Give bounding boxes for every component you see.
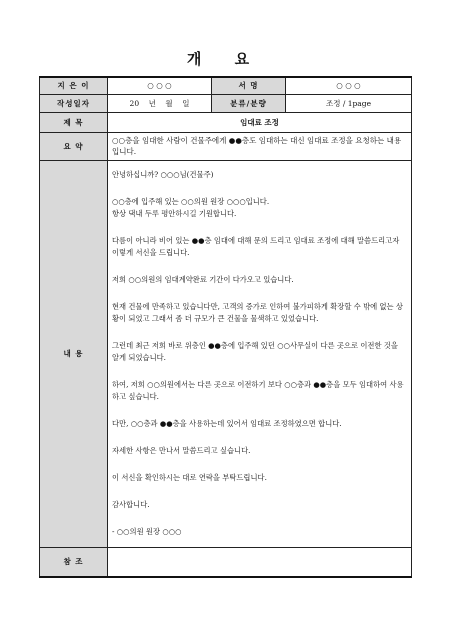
signature-label: 서 명 [212, 77, 286, 94]
summary-row [40, 132, 412, 160]
date-value: 20 년 월 일 [108, 94, 212, 112]
content-paragraph: - ○○의원 원장 ○○○ [112, 527, 182, 536]
content-paragraph: 감사합니다. [112, 500, 150, 509]
signature-value: ○ ○ ○ [286, 77, 412, 94]
content-row [40, 160, 412, 547]
content-paragraph: 다만, ○○층과 ●●층을 사용하는데 있어서 임대료 조정하였으면 합니다. [112, 419, 342, 428]
subject-value: 임대료 조정 [108, 112, 412, 132]
content-paragraph: 현재 건물에 만족하고 있습니다만, 고객의 증가로 인하여 불가피하게 확장할 수 밖에 없는 상황이 되었고 그래서 좀 더 규모가 큰 건물을 물색하고 있었습니다. [112, 302, 403, 323]
content-paragraph: 자세한 사항은 만나서 말씀드리고 싶습니다. [112, 446, 251, 455]
content-paragraph: 다름이 아니라 비어 있는 ●●층 임대에 대해 문의 드리고 임대료 조정에 대해 말씀드리고자 이렇게 서신을 드립니다. [112, 236, 400, 257]
date-label: 작성일자 [40, 94, 108, 112]
author-value: ○ ○ ○ [108, 77, 212, 94]
reference-value [108, 547, 412, 577]
reference-label: 참 조 [40, 547, 108, 577]
content-label: 내 용 [40, 160, 108, 547]
document-title: 개 요 [186, 50, 264, 68]
content-paragraph: 그런데 최근 저희 바로 위층인 ●●층에 입주해 있던 ○○사무실이 다른 곳으로 이전한 것을 알게 되었습니다. [112, 341, 398, 362]
reference-row [40, 547, 412, 577]
content-paragraph: 안녕하십니까? ○○○님(건물주) [112, 170, 214, 179]
content-paragraph: ○○층에 입주해 있는 ○○의원 원장 ○○○입니다. 항상 댁내 두루 평안하시길 기원합니다. [112, 197, 270, 218]
summary-value: ○○층을 임대한 사람이 건물주에게 ●●층도 임대하는 대신 임대료 조정을 요청하는 내용입니다. [108, 132, 412, 160]
content-body [108, 160, 412, 547]
category-label: 분류/분량 [212, 94, 286, 112]
content-paragraph: 저희 ○○의원의 임대계약완료 기간이 다가오고 있습니다. [112, 275, 294, 284]
date-row [40, 94, 412, 112]
author-label: 지 은 이 [40, 77, 108, 94]
summary-label: 요 약 [40, 132, 108, 160]
author-row [40, 77, 412, 94]
content-paragraph: 이 서신을 확인하시는 대로 연락을 부탁드립니다. [112, 473, 267, 482]
category-value: 조정 / 1page [286, 94, 412, 112]
content-paragraph: 하여, 저희 ○○의원에서는 다른 곳으로 이전하기 보다 ○○층과 ●●층을 모두 임대하여 사용하고 싶습니다. [112, 380, 404, 401]
document-form [39, 76, 412, 578]
subject-row [40, 112, 412, 132]
subject-label: 제 목 [40, 112, 108, 132]
